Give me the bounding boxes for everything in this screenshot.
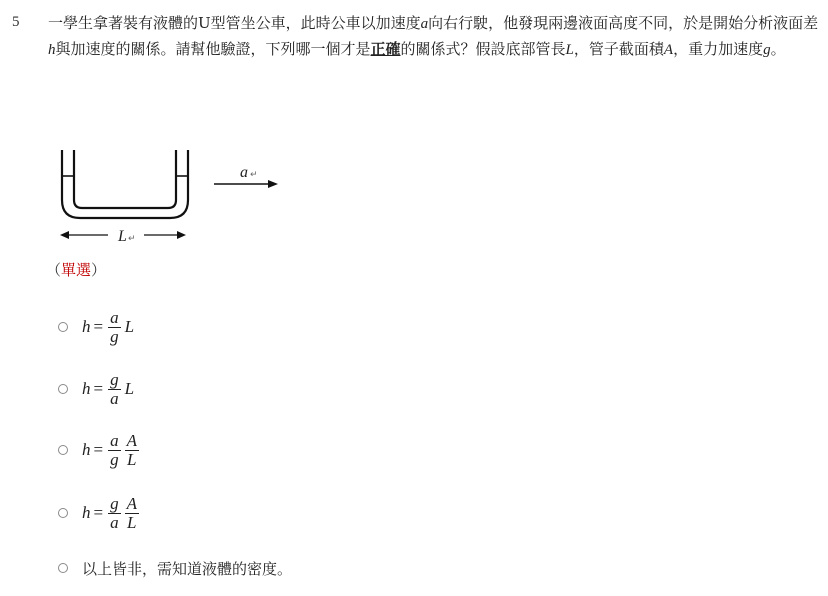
- option-5-radio[interactable]: [58, 563, 68, 573]
- option-4[interactable]: [58, 490, 141, 536]
- option-3-formula: h = $\frac{a}{g}$ $\frac{A}{L}$: [82, 430, 137, 469]
- var-a: a: [420, 16, 429, 32]
- var-A: A: [663, 42, 674, 58]
- option-2[interactable]: [58, 366, 134, 412]
- u-tube: [62, 150, 188, 218]
- option-1-formula: h = $\frac{a}{g}$ L: [82, 307, 135, 346]
- option-2-formula: h = $\frac{g}{a}$ L: [82, 369, 135, 408]
- var-g: g: [763, 42, 771, 58]
- option-4-formula: h = $\frac{g}{a}$ $\frac{A}{L}$: [82, 493, 137, 532]
- option-5[interactable]: [58, 545, 292, 591]
- option-3-radio[interactable]: [58, 445, 68, 455]
- var-L: L: [565, 42, 574, 58]
- u-tube-figure: [52, 146, 292, 250]
- option-3[interactable]: [58, 427, 141, 473]
- length-arrow-right: [144, 231, 186, 239]
- option-1-radio[interactable]: [58, 322, 68, 332]
- option-2-radio[interactable]: [58, 384, 68, 394]
- accel-label: a: [240, 164, 248, 181]
- question-type-label: 單選: [61, 261, 92, 279]
- var-h: h: [48, 42, 56, 58]
- question-type: （單選）: [46, 261, 107, 279]
- emphasis-correct: 正確: [370, 40, 401, 58]
- length-return-mark: ↵: [128, 234, 136, 244]
- option-1[interactable]: [58, 304, 134, 350]
- question-text: 一學生拿著裝有液體的U型管坐公車，此時公車以加速度a向右行駛，他發現兩邊液面高度不同，於是開始分析液面差h與加速度的關係。請幫他驗證，下列哪一個才是正確的關係式？假設底部管長L，管子截面積A，重力加速度g。: [48, 14, 819, 58]
- question-number: 5: [12, 14, 20, 30]
- length-label: L: [118, 228, 127, 245]
- option-5-text: 以上皆非，需知道液體的密度。: [82, 559, 293, 578]
- length-arrow-left: [60, 231, 108, 239]
- accel-return-mark: ↵: [250, 170, 258, 180]
- option-4-radio[interactable]: [58, 508, 68, 518]
- acceleration-arrow: [214, 180, 278, 188]
